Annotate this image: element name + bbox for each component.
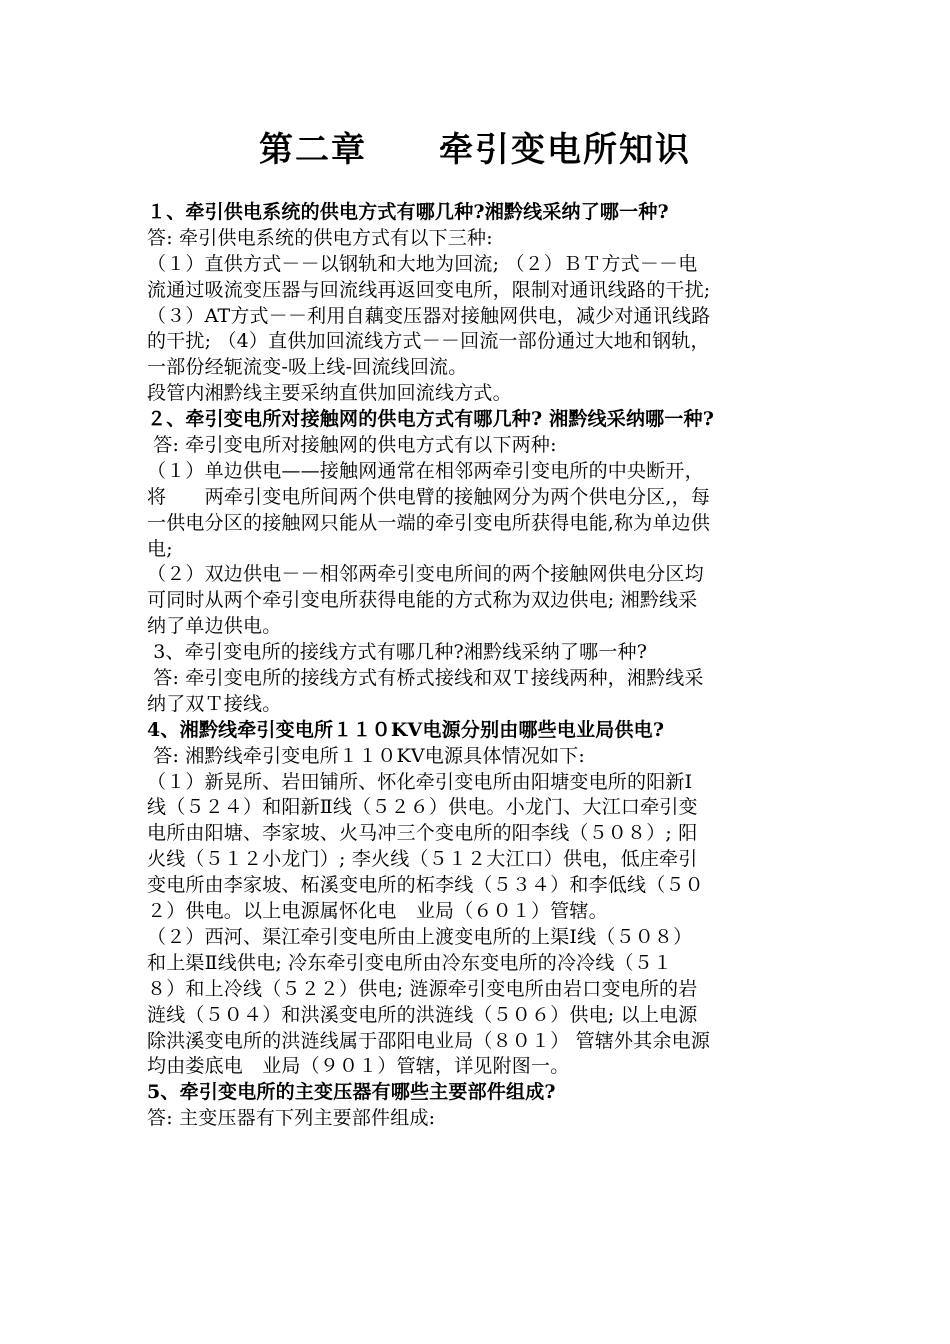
text-line: 火线（５１２小龙门）; 李火线（５１２大江口）供电，低庄牵引 xyxy=(147,848,698,871)
text-line: ２）供电。以上电源属怀化电 业局（６０１）管辖。 xyxy=(147,900,608,923)
text-line: （２）西河、渠江牵引变电所由上渡变电所的上渠Ⅰ线（５０８） xyxy=(147,925,693,948)
text-line: 答: 湘黔线牵引变电所１１０KV电源具体情况如下: xyxy=(147,744,585,767)
text-line: 涟线（５０４）和洪溪变电所的洪涟线（５０６）供电; 以上电源 xyxy=(147,1003,698,1026)
text-line: 答: 牵引变电所对接触网的供电方式有以下两种: xyxy=(147,434,557,457)
text-line: 除洪溪变电所的洪涟线属于邵阳电业局（８０１） 管辖外其余电源 xyxy=(147,1029,711,1052)
text-line: 一部份经轭流变-吸上线-回流线回流。 xyxy=(147,356,468,379)
text-line: （１）直供方式－－以钢轨和大地为回流; （２）ＢＴ方式－－电 xyxy=(147,252,698,275)
document-body xyxy=(147,200,807,1132)
text-line: 3、牵引变电所的接线方式有哪几种?湘黔线采纳了哪一种? xyxy=(147,641,648,664)
text-line: 线（５２４）和阳新Ⅱ线（５２６）供电。小龙门、大江口牵引变 xyxy=(147,796,698,819)
text-line: 答: 主变压器有下列主要部件组成: xyxy=(147,1107,436,1130)
text-line: 流通过吸流变压器与回流线再返回变电所，限制对通讯线路的干扰; xyxy=(147,278,711,301)
text-line: 电; xyxy=(147,537,173,560)
text-line: 纳了单边供电。 xyxy=(147,615,282,638)
text-line: 段管内湘黔线主要采纳直供加回流线方式。 xyxy=(147,382,512,405)
text-line: （１）单边供电——接触网通常在相邻两牵引变电所的中央断开， xyxy=(147,459,704,482)
text-line: 答: 牵引变电所的接线方式有桥式接线和双Ｔ接线两种，湘黔线采 xyxy=(147,667,704,690)
text-line: 均由娄底电 业局（９０１）管辖，详见附图一。 xyxy=(147,1055,570,1078)
question-line: １、牵引供电系统的供电方式有哪几种?湘黔线采纳了哪一种? xyxy=(147,201,669,223)
question-line: 5、牵引变电所的主变压器有哪些主要部件组成? xyxy=(147,1081,556,1104)
text-line: 电所由阳塘、李家坡、火马冲三个变电所的阳李线（５０８）; 阳 xyxy=(147,822,698,845)
text-line: 答: 牵引供电系统的供电方式有以下三种: xyxy=(147,226,493,249)
question-line: 4、湘黔线牵引变电所１１０KV电源分别由哪些电业局供电? xyxy=(147,718,665,741)
text-line: 纳了双Ｔ接线。 xyxy=(147,692,282,715)
text-line: 和上渠Ⅱ线供电; 冷东牵引变电所由冷东变电所的冷冷线（５１ xyxy=(147,951,673,974)
text-line: 变电所由李家坡、柘溪变电所的柘李线（５３４）和李低线（５０ xyxy=(147,874,704,897)
text-line: （３）AT方式－－利用自藕变压器对接触网供电，减少对通讯线路 xyxy=(147,304,711,327)
chapter-title: 第二章 牵引变电所知识 xyxy=(259,130,691,170)
text-line: ８）和上冷线（５２２）供电; 涟源牵引变电所由岩口变电所的岩 xyxy=(147,977,698,1000)
text-line: 的干扰; （4）直供加回流线方式－－回流一部份通过大地和钢轨， xyxy=(147,330,710,353)
text-line: 可同时从两个牵引变电所获得电能的方式称为双边供电; 湘黔线采 xyxy=(147,589,698,612)
text-line: 一供电分区的接触网只能从一端的牵引变电所获得电能,称为单边供 xyxy=(147,511,711,534)
text-line: （１）新晃所、岩田铺所、怀化牵引变电所由阳塘变电所的阳新Ⅰ xyxy=(147,770,693,793)
question-line: ２、牵引变电所对接触网的供电方式有哪几种? 湘黔线采纳哪一种? xyxy=(147,408,715,431)
text-line: 将 两牵引变电所间两个供电臂的接触网分为两个供电分区,，每 xyxy=(147,485,711,508)
text-line: （２）双边供电－－相邻两牵引变电所间的两个接触网供电分区均 xyxy=(147,563,704,586)
